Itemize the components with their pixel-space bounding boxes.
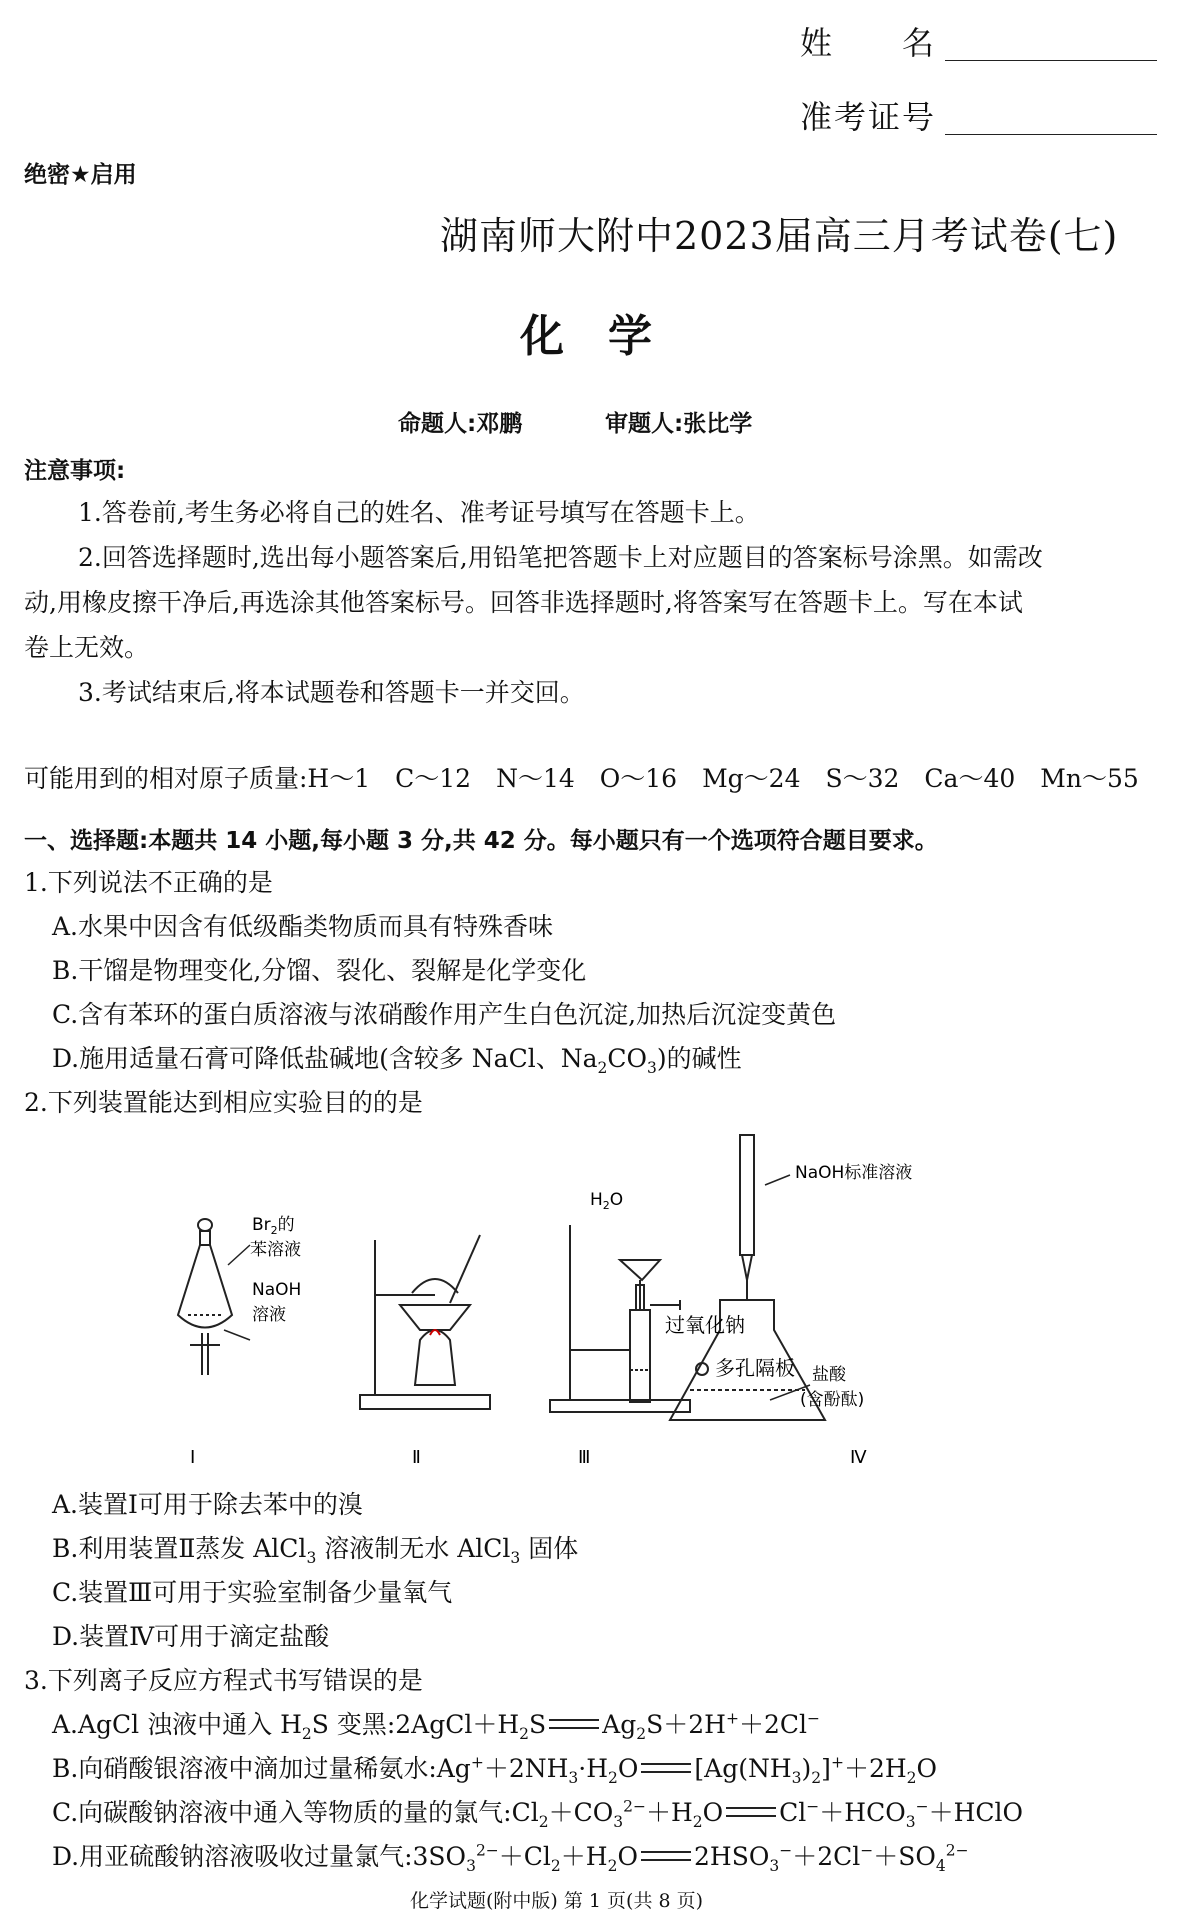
q1-option-b: B.干馏是物理变化,分馏、裂化、裂解是化学变化 [52,956,587,985]
page-footer: 化学试题(附中版) 第 1 页(共 8 页) [410,1890,704,1912]
q2-stem: 2.下列装置能达到相应实验目的的是 [24,1088,423,1117]
q3-option-c: C.向碳酸钠溶液中通入等物质的量的氯气$:Cl_2+CO_3^{2-}+H_2O$ $Cl^-+HCO_3^-+HClO$ [52,1797,1024,1831]
setter: 命题人:邓鹏 [398,411,523,437]
note-item: 3.考试结束后,将本试题卷和答题卡一并交回。 [78,678,585,707]
label-h2o: $H_2O$ [590,1190,624,1212]
q2-option-c: C.装置Ⅲ可用于实验室制备少量氧气 [52,1578,453,1607]
name-label: 姓 名 [800,24,937,62]
q1-stem: 1.下列说法不正确的是 [24,868,273,897]
q1-option-c: C.含有苯环的蛋白质溶液与浓硝酸作用产生白色沉淀,加热后沉淀变黄色 [52,1000,837,1029]
label-apparatus-4: Ⅳ [850,1447,867,1468]
equals-sign [641,1763,691,1773]
label-apparatus-3: Ⅲ [578,1447,591,1468]
label-peroxide: 过氧化钠 [665,1313,745,1337]
section-heading: 一、选择题:本题共 14 小题,每小题 3 分,共 42 分。每小题只有一个选项符合题目要求。 [24,828,938,854]
label-solution: 溶液 [252,1305,286,1325]
q1-option-d: D.施用适量石膏可降低盐碱地(含较多 NaCl、$Na_2CO_3$)的碱性 [52,1044,742,1077]
note-item: 卷上无效。 [24,633,150,662]
equals-sign [549,1719,599,1729]
label-br2: $Br_2$的 [252,1215,295,1237]
q3-option-d: D.用亚硫酸钠溶液吸收过量氯气$:3SO_3^{2-}+Cl_2+H_2O$ $2HSO_3^-+2Cl^-+SO_4^{2-}$ [52,1841,969,1875]
q2-option-b: B.利用装置Ⅱ蒸发 AlCl$_3$ 溶液制无水 AlCl$_3$ 固体 [52,1534,579,1567]
equals-sign [641,1851,691,1861]
note-item: 1.答卷前,考生务必将自己的姓名、准考证号填写在答题卡上。 [78,498,760,527]
note-item: 2.回答选择题时,选出每小题答案后,用铅笔把答题卡上对应题目的答案标号涂黑。如需改 [78,543,1043,572]
equals-sign [726,1807,776,1817]
secret-tag: 绝密★启用 [24,162,137,188]
label-apparatus-1: Ⅰ [190,1447,196,1468]
q1-option-a: A.水果中因含有低级酯类物质而具有特殊香味 [52,912,554,941]
apparatus-figure [150,1125,1050,1468]
label-hcl: 盐酸 [812,1365,846,1385]
exam-title: 湖南师大附中2023届高三月考试卷(七) [440,214,1119,258]
label-porous-plate: 多孔隔板 [715,1356,795,1380]
atomic-masses: 可能用到的相对原子质量:H～1 C～12 N～14 O～16 Mg～24 S～32 Ca～40 Mn～55 [24,764,1139,793]
note-item: 动,用橡皮擦干净后,再选涂其他答案标号。回答非选择题时,将答案写在答题卡上。写在本试 [24,588,1023,617]
notes-heading: 注意事项: [24,458,126,484]
label-benzene: 苯溶液 [250,1240,301,1260]
separatory-funnel-icon [178,1219,250,1375]
name-field[interactable] [945,60,1157,61]
id-field[interactable] [945,134,1157,135]
label-phenolphthalein: (含酚酞) [800,1390,865,1410]
q2-option-d: D.装置Ⅳ可用于滴定盐酸 [52,1622,330,1651]
id-label: 准考证号 [800,98,937,136]
label-naoh: NaOH [252,1280,302,1300]
label-apparatus-2: Ⅱ [412,1447,421,1468]
subject-title: 化 学 [520,311,652,362]
q2-option-a: A.装置Ⅰ可用于除去苯中的溴 [52,1490,363,1519]
evaporation-stand-icon [360,1235,490,1409]
q3-option-b: B.向硝酸银溶液中滴加过量稀氨水$:Ag^++2NH_3\cdot H_2O$ $[Ag(NH_3)_2]^++2H_2O$ [52,1753,938,1787]
q3-stem: 3.下列离子反应方程式书写错误的是 [24,1666,423,1695]
q3-option-a: A.AgCl 浊液中通入 $H_2S$ 变黑$:2AgCl+H_2S$ $Ag_2S+2H^++2Cl^-$ [52,1709,820,1743]
reviewer: 审题人:张比学 [605,411,753,437]
label-naoh-standard: NaOH标准溶液 [795,1163,913,1183]
